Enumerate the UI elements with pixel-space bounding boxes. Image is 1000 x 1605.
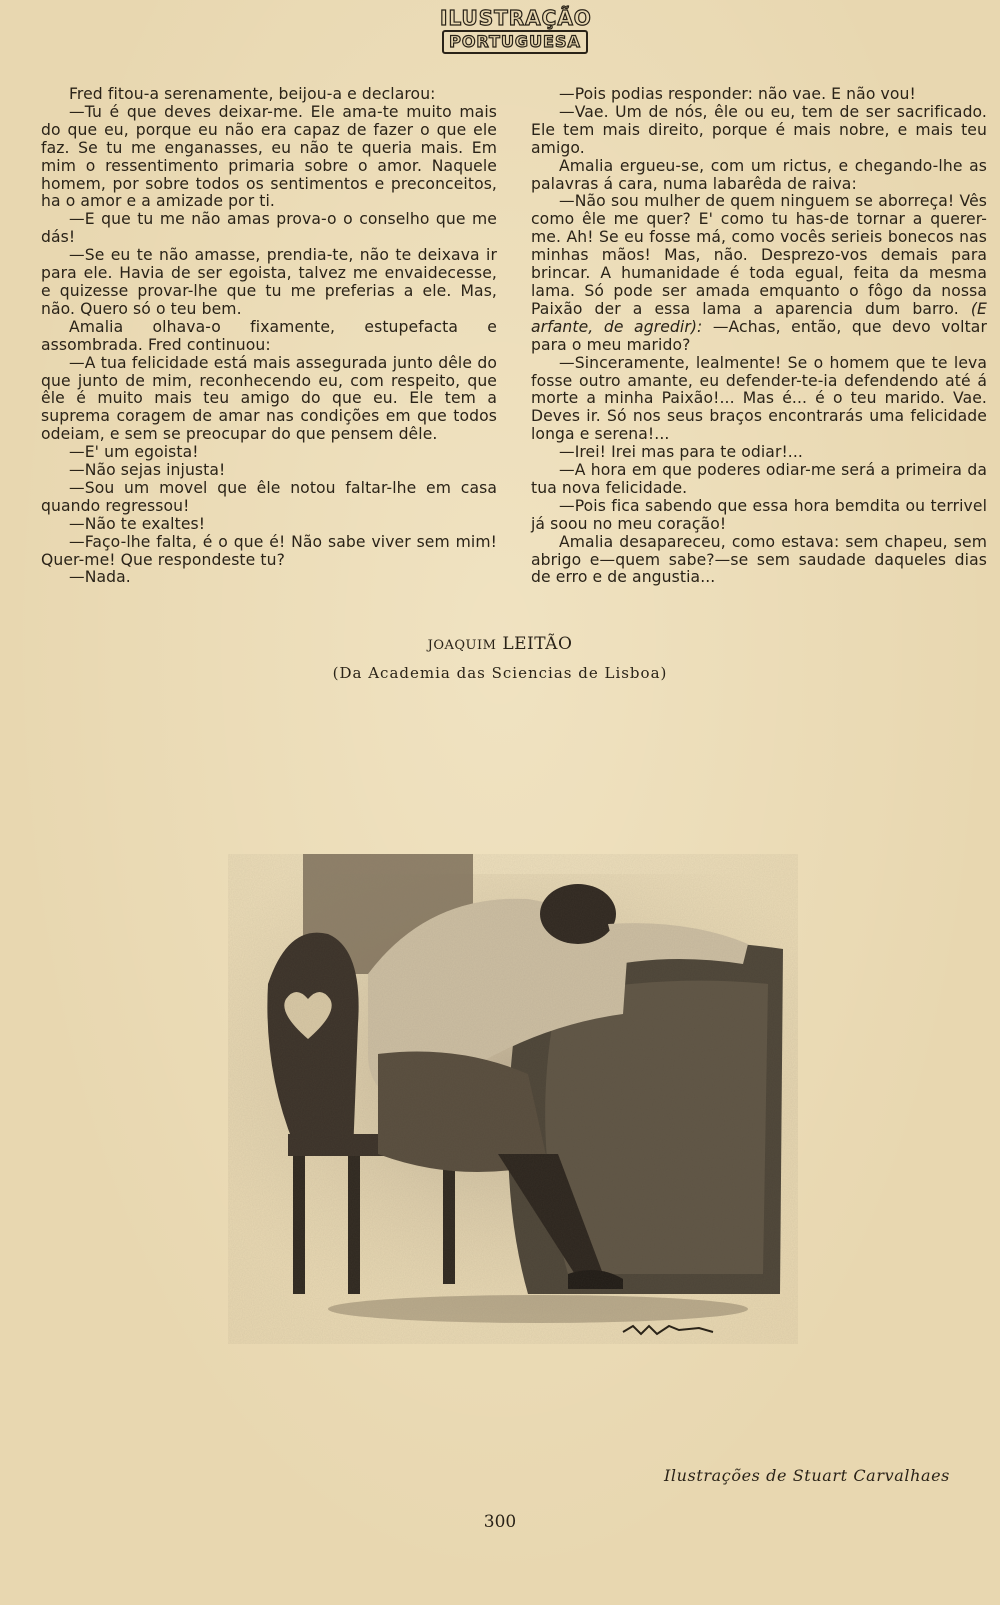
- paragraph: [41, 534, 497, 570]
- paragraph-text: —Faço-lhe falta, é o que é! Não sabe viver sem mim! Quer-me! Que respondeste tu?: [41, 532, 497, 569]
- paragraph: [531, 498, 987, 534]
- stage-direction: (E arfante, de agredir):: [531, 299, 987, 336]
- author-name: [0, 634, 1000, 654]
- author-first-name: JOAQUIM: [427, 638, 497, 653]
- illustration: [228, 854, 798, 1344]
- paragraph: [41, 86, 497, 104]
- paragraph: [41, 211, 497, 247]
- paragraph-text: —Não te exaltes!: [69, 514, 206, 533]
- paragraph: [531, 193, 987, 354]
- paragraph: [531, 104, 987, 158]
- paragraph-text: —Pois fica sabendo que essa hora bemdita ou terrivel já soou no meu coração!: [531, 496, 987, 533]
- paragraph-text: —Tu é que deves deixar-me. Ele ama-te muito mais do que eu, porque eu não era capaz de fazer o que ele faz. Se tu me enganasses, eu não te queria mais. Em mim o ressentimento primaria sobre o amor. Naquele homem, por sobre todos os sentimentos e preconceitos, ha o amor e a amizade por ti.: [41, 102, 497, 211]
- paragraph: [41, 444, 497, 462]
- author-affiliation: (Da Academia das Sciencias de Lisboa): [332, 664, 668, 682]
- paragraph-text: —Pois podias responder: não vae. E não vou!: [559, 85, 916, 103]
- paragraph: [531, 355, 987, 445]
- paragraph-text: —Não sejas injusta!: [69, 461, 226, 480]
- paragraph: [531, 86, 987, 104]
- paragraph-text: Amalia olhava-o fixamente, estupefacta e assombrada. Fred continuou:: [41, 317, 497, 354]
- paragraph-text: —Sou um movel que êle notou faltar-lhe em casa quando regressou!: [41, 478, 497, 515]
- paragraph-text: Fred fitou-a serenamente, beijou-a e declarou:: [69, 85, 436, 103]
- paragraph-text: —Vae. Um de nós, êle ou eu, tem de ser sacrificado. Ele tem mais direito, porque é mais nobre, e mais teu amigo.: [531, 102, 987, 157]
- paragraph-text: Amalia desapareceu, como estava: sem chapeu, sem abrigo e—quem sabe?—se sem saudade daqueles dias de erro e de angustia...: [531, 532, 987, 587]
- paragraph: [41, 355, 497, 445]
- masthead-line1: ILUSTRAÇÃO: [440, 6, 592, 30]
- paragraph: [41, 104, 497, 211]
- page-number: 300: [483, 1512, 517, 1532]
- paragraph-text: —Nada.: [69, 568, 131, 587]
- paragraph: [41, 319, 497, 355]
- paragraph: [531, 444, 987, 462]
- paragraph-text: —Se eu te não amasse, prendia-te, não te deixava ir para ele. Havia de ser egoista, talvez me envaidecesse, e quizesse provar-lhe que tu me preferias a ele. Mas, não. Quero só o teu bem.: [41, 246, 497, 318]
- paragraph: [41, 480, 497, 516]
- paragraph-text: —E' um egoista!: [69, 443, 199, 462]
- paragraph: [41, 569, 497, 587]
- paragraph: [531, 534, 987, 588]
- paragraph-text: Amalia ergueu-se, com um rictus, e chegando-lhe as palavras á cara, numa labarêda de raiva:: [531, 156, 987, 193]
- paragraph: [41, 516, 497, 534]
- paragraph-text: —A hora em que poderes odiar-me será a primeira da tua nova felicidade.: [531, 461, 987, 497]
- paragraph-text: —Sinceramente, lealmente! Se o homem que te leva fosse outro amante, eu defender-te-ia defendendo até á morte a minha Paixão!... Mas é... é o teu marido. Vae. Deves ir. Só nos seus braços encontrarás uma felicidade longa e serena!...: [531, 353, 987, 444]
- paragraph-text: —A tua felicidade está mais assegurada junto dêle do que junto de mim, reconhecendo eu, com respeito, que êle é muito mais teu amigo do que eu. Ele tem a suprema coragem de amar nas condições em que todos odeiam, e sem se preocupar do que pensem dêle.: [41, 353, 497, 444]
- left-text-column: [41, 86, 497, 587]
- right-text-column: [531, 86, 987, 587]
- author-last-name: LEITÃO: [502, 634, 573, 654]
- paragraph: [531, 158, 987, 194]
- masthead-line2: PORTUGUESA: [442, 30, 588, 54]
- paragraph-text: —Não sou mulher de quem ninguem se aborreça! Vês como êle me quer? E' como tu has-de tornar a querer-me. Ah! Se eu fosse má, como vocês serieis bonecos nas minhas mãos! Mas, não. Desprezo-vos demais para brincar. A humanidade é toda egual, feita da mesma lama. Só pode ser amada emquanto o fôgo da nossa Paixão der a essa lama a aparencia dum barro.: [531, 192, 987, 318]
- paragraph-text: —Irei! Irei mas para te odiar!...: [559, 443, 803, 462]
- paragraph-text: —E que tu me não amas prova-o o conselho que me dás!: [41, 210, 497, 247]
- paragraph: [41, 247, 497, 319]
- illustration-credit: Ilustrações de Stuart Carvalhaes: [664, 1466, 950, 1485]
- paragraph: [531, 462, 987, 498]
- paragraph: [41, 462, 497, 480]
- masthead-logo: [440, 6, 590, 58]
- paragraph-tail: —Achas, então, que devo voltar para o meu marido?: [531, 317, 987, 354]
